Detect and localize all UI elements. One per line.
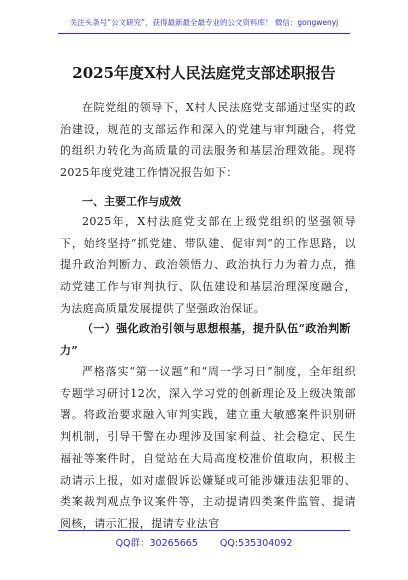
section-1-block — [60, 211, 356, 320]
intro-block — [60, 97, 356, 184]
section-heading-1: 一、主要工作与成效 — [82, 195, 181, 208]
footer-divider — [58, 530, 350, 531]
subsection-1-block — [60, 361, 356, 535]
footer-qq: QQ:535304092 — [219, 538, 293, 549]
footer — [0, 535, 408, 549]
document-title: 2025年度X村人民法庭党支部述职报告 — [72, 64, 336, 82]
section-1-paragraph: 2025年，X村法庭党支部在上级党组织的坚强领导下，始终坚持“抓党建、带队建、促审判”的工作思路，以提升政治判断力、政治领悟力、政治执行力为着力点，推动党建工作与审判执行、队伍建设和基层治理深度融合，为法庭高质量发展提供了坚强政治保证。 — [60, 215, 356, 315]
subsection-heading-1: （一）强化政治引领与思想根基，提升队伍“政治判断力” — [60, 322, 351, 357]
intro-paragraph: 在院党组的领导下，X村人民法庭党支部通过坚实的政治建设，规范的支部运作和深入的党建与审判融合，将党的组织力转化为高质量的司法服务和基层治理效能。现将2025年度党建工作情况报告如下： — [60, 101, 356, 180]
subsection-1-paragraph: 严格落实“第一议题”和“周一学习日”制度，全年组织专题学习研讨12次，深入学习党的创新理论及上级决策部署。将政治要求融入审判实践，建立重大敏感案件识别研判机制，引导干警在办理涉及国家利益、社会稳定、民生福祉等案件时，自觉站在大局高度校准价值取向，积极主动请示上报，如对虚假诉讼嫌疑或可能涉嫌违法犯罪的、类案裁判观点争议案件等，主动提请四类案件监管、提请阅核，请示汇报，提请专业法官 — [60, 365, 356, 530]
header-divider — [58, 33, 350, 34]
header-banner: 关注头条号“公文研究”，获得最新最全最专业的公文资料库！ 微信：gongwenyj — [69, 18, 339, 27]
footer-qq-group: QQ群：30265665 — [115, 538, 198, 549]
